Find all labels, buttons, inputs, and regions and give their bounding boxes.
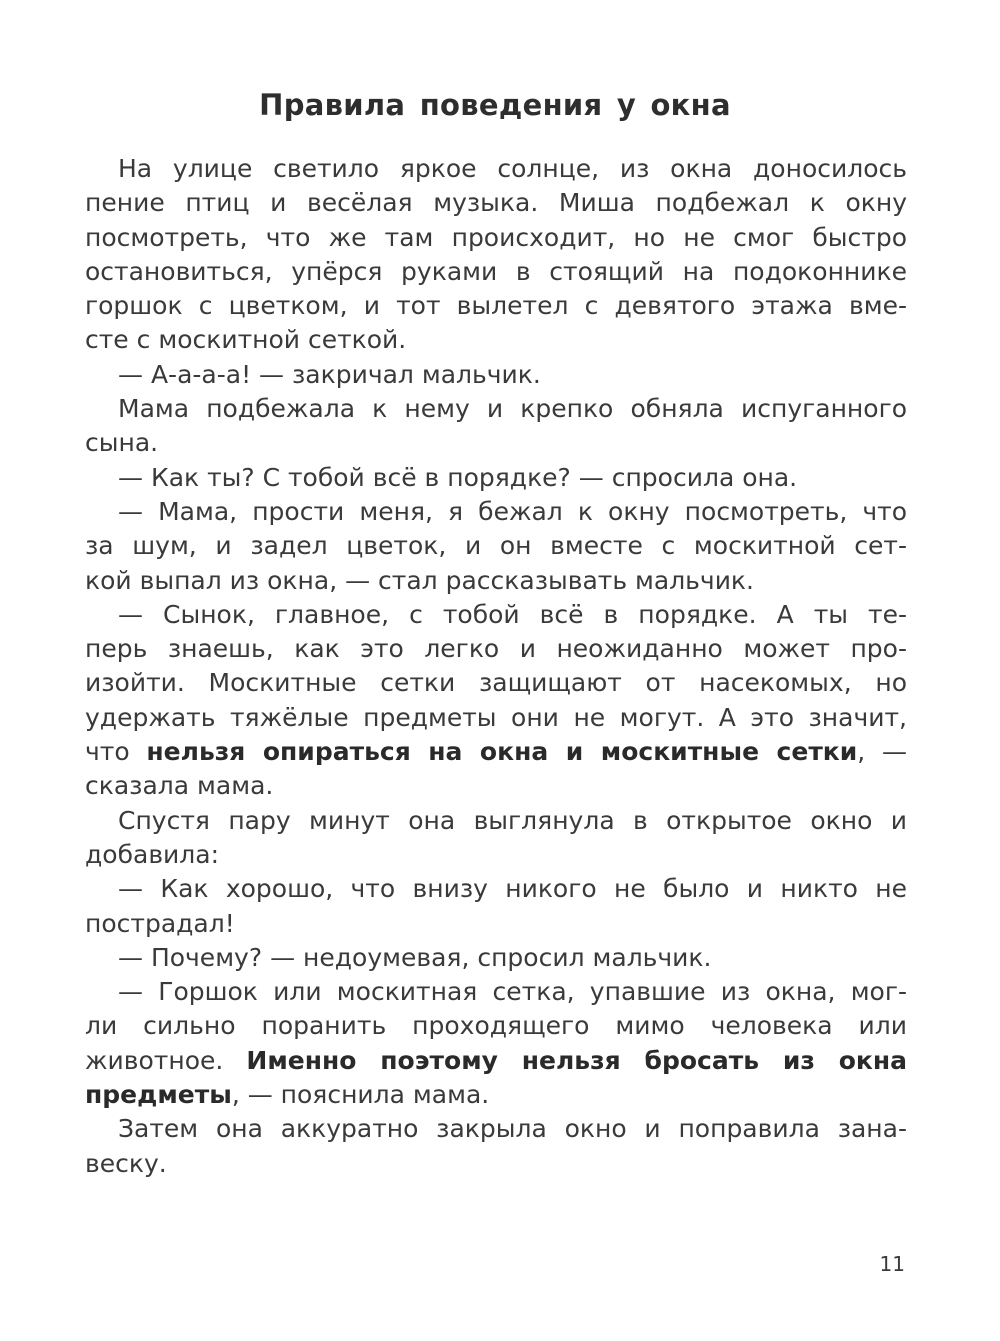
- text-line: предметы, — пояснила мама.: [85, 1080, 490, 1110]
- text-line: Затем она аккуратно закрыла окно и поправила зана-: [118, 1114, 907, 1144]
- text-line: изойти. Москитные сетки защищают от насекомых, но: [85, 668, 907, 698]
- text-line: кой выпал из окна, — стал рассказывать мальчик.: [85, 565, 754, 595]
- text-line: пение птиц и весёлая музыка. Миша подбежал к окну: [85, 188, 907, 218]
- text-line: остановиться, упёрся руками в стоящий на подоконнике: [85, 256, 907, 286]
- text-line: — Сынок, главное, с тобой всё в порядке. А ты те-: [118, 599, 907, 629]
- text-line: животное. Именно поэтому нельзя бросать из окна: [85, 1045, 907, 1075]
- text-line: сказала мама.: [85, 771, 274, 801]
- text-line: удержать тяжёлые предметы они не могут. А это значит,: [85, 702, 907, 732]
- text-line: перь знаешь, как это легко и неожиданно может про-: [85, 634, 907, 664]
- text-line: добавила:: [85, 839, 220, 869]
- text-line: веску.: [85, 1148, 167, 1178]
- text-line: — А-а-а-а! — закричал мальчик.: [118, 359, 541, 389]
- text-line: — Мама, прости меня, я бежал к окну посмотреть, что: [118, 496, 907, 526]
- text-line: — Почему? — недоумевая, спросил мальчик.: [118, 942, 712, 972]
- page-number: 11: [879, 1252, 905, 1276]
- text-line: — Горшок или москитная сетка, упавшие из окна, мог-: [118, 977, 907, 1007]
- text-line: что нельзя опираться на окна и москитные сетки, —: [85, 737, 908, 767]
- text-line: Мама подбежала к нему и крепко обняла испуганного: [118, 394, 907, 424]
- story-text: [85, 152, 907, 1181]
- text-line: На улице светило яркое солнце, из окна доносилось: [118, 154, 907, 183]
- bold-rule: нельзя опираться на окна и москитные сетки: [146, 737, 858, 767]
- text-line: сына.: [85, 428, 159, 458]
- text-line: Спустя пару минут она выглянула в открытое окно и: [118, 805, 907, 835]
- text-line: — Как ты? С тобой всё в порядке? — спросила она.: [118, 462, 798, 492]
- text-line: посмотреть, что же там происходит, но не смог быстро: [85, 222, 907, 252]
- text-line: ли сильно поранить проходящего мимо человека или: [85, 1011, 907, 1041]
- text-line: горшок с цветком, и тот вылетел с девятого этажа вме-: [85, 291, 907, 321]
- text-line: сте с москитной сеткой.: [85, 325, 407, 355]
- bold-rule: предметы: [85, 1080, 232, 1110]
- text-line: — Как хорошо, что внизу никого не было и никто не: [118, 874, 907, 904]
- page-title: Правила поведения у окна: [259, 88, 731, 122]
- text-line: пострадал!: [85, 908, 235, 938]
- text-line: за шум, и задел цветок, и он вместе с москитной сет-: [85, 531, 907, 561]
- bold-rule: Именно поэтому нельзя бросать из окна: [246, 1045, 907, 1075]
